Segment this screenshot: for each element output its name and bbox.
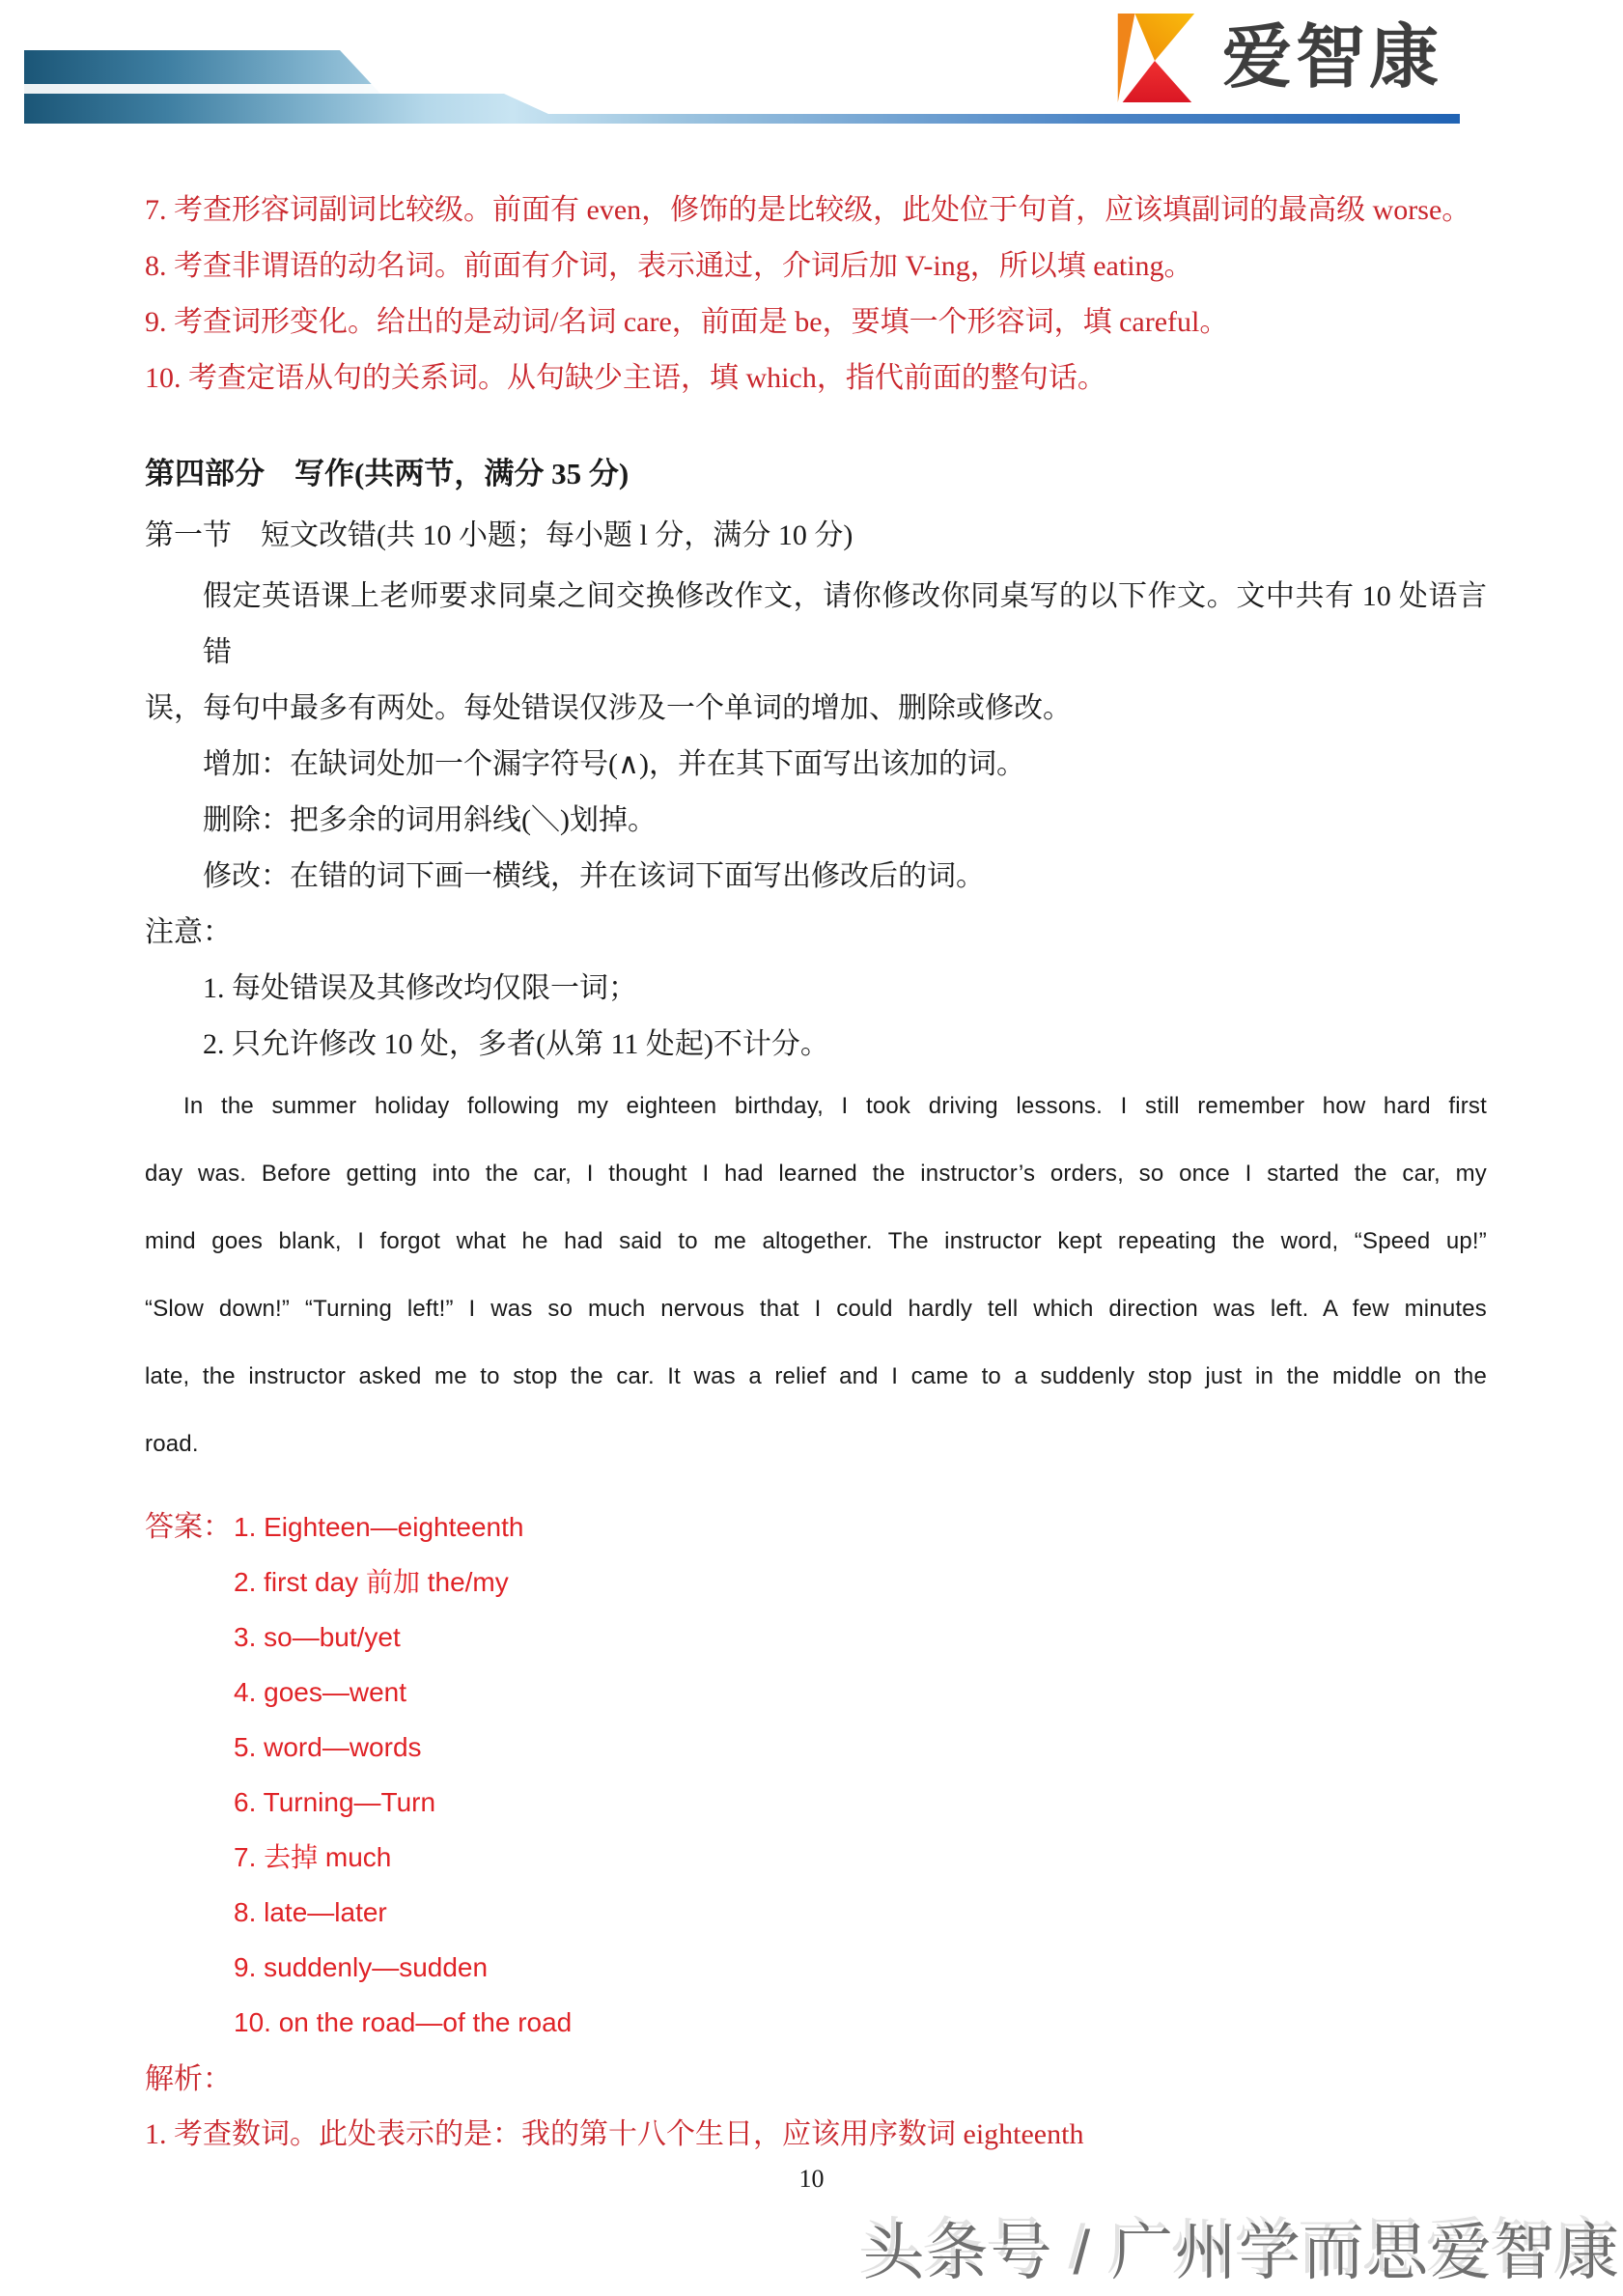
explanation-item-8: 8. 考查非谓语的动名词。前面有介词，表示通过，介词后加 V-ing，所以填 eating。 [145, 250, 1193, 282]
instruction-paragraph [145, 569, 1487, 737]
essay-line-6: road. [145, 1431, 199, 1457]
explanation-item-9: 9. 考查词形变化。给出的是动词/名词 care，前面是 be，要填一个形容词，填 careful。 [145, 306, 1229, 338]
answer-item-8: 8. late—later [234, 1897, 387, 1927]
rule-add: 增加：在缺词处加一个漏字符号(∧)，并在其下面写出该加的词。 [203, 748, 1025, 780]
answer-item-6: 6. Turning—Turn [234, 1787, 436, 1817]
essay-paragraph [145, 1073, 1487, 1478]
essay-line-2: day was. Before getting into the car, I thought I had learned the instructor’s orders, so once I started the car, my [145, 1161, 1487, 1187]
answer-item-3: 3. so—but/yet [234, 1622, 401, 1652]
document-body [145, 0, 1487, 2162]
answers-block [145, 1499, 1487, 2050]
answer-item-7: 7. 去掉 much [234, 1842, 392, 1872]
rule-delete: 删除：把多余的词用斜线(＼)划掉。 [203, 804, 657, 836]
notice-label: 注意： [145, 916, 232, 948]
answer-item-10: 10. on the road—of the road [234, 2007, 573, 2037]
answers-first-row [145, 1499, 1487, 1554]
answers-label: 答案： [145, 1511, 232, 1543]
answer-item-9: 9. suddenly—sudden [234, 1952, 489, 1982]
watermark: 头条号 / 广州学而思爱智康 [862, 2218, 1621, 2287]
section-heading: 第一节 短文改错(共 10 小题；每小题 l 分，满分 10 分) [145, 519, 853, 551]
answer-item-1: 1. Eighteen—eighteenth [234, 1512, 524, 1542]
answer-item-5: 5. word—words [234, 1732, 422, 1762]
page-number: 10 [798, 2165, 825, 2193]
notice-item-1: 1. 每处错误及其修改均仅限一词； [203, 972, 637, 1004]
essay-line-4: “Slow down!” “Turning left!” I was so much nervous that I could hardly tell which direction was left. A few minutes [145, 1296, 1487, 1322]
essay-line-1: In the summer holiday following my eighteen birthday, I took driving lessons. I still remember how hard first [183, 1093, 1487, 1119]
explanation-item-10: 10. 考查定语从句的关系词。从句缺少主语，填 which，指代前面的整句话。 [145, 362, 1106, 394]
instruction-line: 假定英语课上老师要求同桌之间交换修改作文，请你修改你同桌写的以下作文。文中共有 10 处语言错 [203, 580, 1487, 668]
instruction-line: 误，每句中最多有两处。每处错误仅涉及一个单词的增加、删除或修改。 [145, 692, 1072, 724]
part-heading: 第四部分 写作(共两节，满分 35 分) [145, 457, 630, 490]
answer-item-2: 2. first day 前加 the/my [234, 1567, 509, 1597]
explanation-item-7: 7. 考查形容词副词比较级。前面有 even，修饰的是比较级，此处位于句首，应该填副词的最高级 worse。 [145, 194, 1471, 226]
essay-line-3: mind goes blank, I forgot what he had said to me altogether. The instructor kept repeating the word, “Speed up!” [145, 1228, 1487, 1254]
answer-item-4: 4. goes—went [234, 1677, 406, 1707]
analysis-item-1: 1. 考查数词。此处表示的是：我的第十八个生日，应该用序数词 eighteenth [145, 2118, 1084, 2150]
notice-item-2: 2. 只允许修改 10 处，多者(从第 11 处起)不计分。 [203, 1028, 829, 1060]
rule-modify: 修改：在错的词下画一横线，并在该词下面写出修改后的词。 [203, 860, 985, 892]
essay-line-5: late, the instructor asked me to stop the car. It was a relief and I came to a suddenly stop just in the middle on the [145, 1363, 1487, 1389]
analysis-label: 解析： [145, 2063, 232, 2095]
brand-logo-text: 爱智康 [1222, 19, 1443, 97]
